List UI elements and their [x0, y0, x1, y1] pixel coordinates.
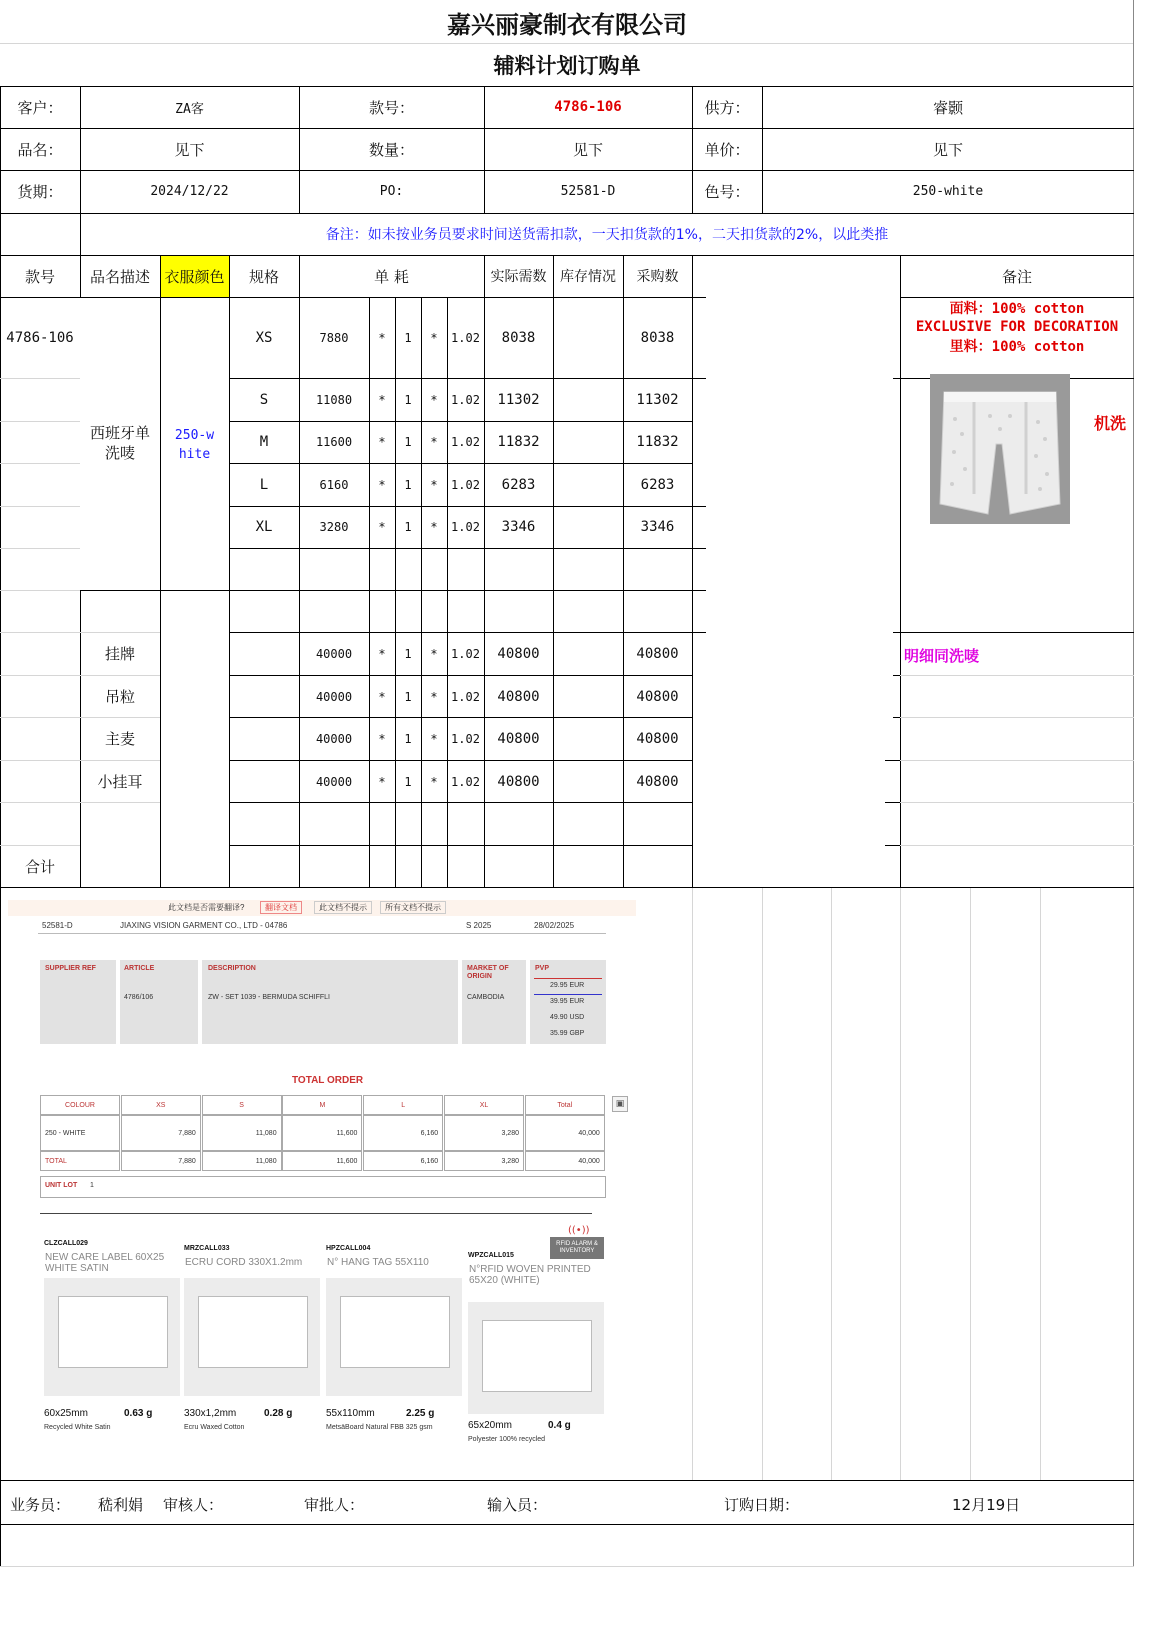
machine-wash-note: 机洗 [1093, 413, 1126, 433]
size-row-m: 1 [404, 477, 412, 492]
trim-row-x2: * [430, 689, 438, 704]
order-date-label: 订购日期： [724, 1496, 800, 1514]
trim-row-purchase: 40800 [636, 645, 679, 662]
size-row-qty: 11080 [315, 392, 353, 407]
pvp-eur-2: 39.95 EUR [550, 998, 585, 1005]
product-value: 见下 [174, 140, 205, 159]
doc-po: 52581-D [42, 921, 73, 930]
approver-label: 审批人： [304, 1496, 365, 1514]
article-label: ARTICLE [124, 965, 155, 972]
trim-row-m: 1 [404, 689, 412, 704]
size-row-x1: * [378, 477, 386, 492]
trim-description: 吊粒 [104, 688, 135, 706]
size-row-actual: 11302 [497, 391, 540, 408]
item-image [184, 1278, 320, 1396]
embedded-order-document [8, 900, 636, 1480]
order-row-cell: 11,600 [282, 1115, 362, 1151]
product-label: 品名： [17, 140, 63, 159]
item-material: Polyester 100% recycled [468, 1436, 546, 1443]
order-header-cell: M [282, 1095, 362, 1115]
pvp-eur-1: 29.95 EUR [550, 982, 585, 989]
col-description: 品名描述 [89, 267, 150, 286]
size-row-x1: * [378, 392, 386, 407]
color-label: 色号： [704, 183, 750, 201]
col-style-no: 款号 [24, 267, 55, 286]
order-total-cell: 6,160 [363, 1151, 443, 1171]
trim-row-m: 1 [404, 731, 412, 746]
size-cell: S [259, 391, 269, 408]
market-origin-label: MARKET OF ORIGIN [467, 965, 509, 980]
trim-row-actual: 40800 [497, 773, 540, 790]
supplier-ref-label: SUPPLIER REF [45, 965, 96, 972]
item-name: ECRU CORD 330X1.2mm [185, 1257, 303, 1268]
trim-row-x2: * [430, 731, 438, 746]
size-row-m: 1 [404, 392, 412, 407]
size-row-f: 1.02 [451, 392, 480, 407]
size-row-x1: * [378, 435, 386, 449]
size-row-f: 1.02 [451, 330, 480, 345]
trim-row-x1: * [378, 689, 386, 704]
order-total-cell: 40,000 [525, 1151, 605, 1171]
col-actual-need: 实际需数 [490, 269, 547, 285]
salesman-value: 嵇利娟 [98, 1496, 144, 1514]
item-material: Ecru Waxed Cotton [184, 1424, 245, 1431]
article-value: 4786/106 [124, 994, 154, 1001]
size-row-purchase: 8038 [640, 329, 675, 346]
item-code: WPZCALL015 [468, 1252, 514, 1259]
item-weight: 0.63 g [124, 1408, 153, 1419]
print-icon[interactable]: ▣ [612, 1096, 628, 1112]
item-image [44, 1278, 180, 1396]
garment-color-value: 250-white [174, 428, 215, 462]
trim-row-m: 1 [404, 646, 412, 661]
trim-row-x2: * [430, 646, 438, 661]
size-cell: XL [255, 519, 273, 535]
order-header-cell: S [202, 1095, 282, 1115]
order-total-cell: TOTAL [40, 1151, 120, 1171]
trim-description: 挂牌 [104, 645, 135, 663]
size-row-x2: * [430, 520, 438, 534]
col-garment-color: 衣服颜色 [164, 267, 225, 286]
trim-row-x2: * [430, 774, 438, 789]
pvp-label: PVP [535, 965, 550, 972]
total-order-title: TOTAL ORDER [292, 1075, 364, 1086]
size-row-m: 1 [404, 330, 412, 345]
size-cell: L [259, 476, 269, 493]
translate-button[interactable]: 翻译文档 [260, 901, 302, 914]
unit-lot-value: 1 [90, 1182, 94, 1189]
style-value: 4786-106 [554, 99, 622, 115]
pvp-usd: 49.90 USD [550, 1014, 585, 1021]
lining-composition: 里料：100% cotton [949, 339, 1085, 355]
fabric-composition: 面料：100% cotton [949, 301, 1085, 317]
trim-row-f: 1.02 [451, 774, 480, 789]
order-header-cell: L [363, 1095, 443, 1115]
detail-same-as-wash-label: 明细同洗唛 [904, 647, 980, 665]
customer-label: 客户： [17, 98, 63, 117]
item-material: Recycled White Satin [44, 1424, 111, 1431]
size-row-x2: * [430, 477, 438, 492]
salesman-label: 业务员： [10, 1496, 71, 1514]
size-row-actual: 6283 [501, 476, 536, 493]
wash-label-description: 西班牙单洗唛 [89, 424, 150, 462]
rfid-alarm-badge: RFID ALARM & INVENTORY [550, 1237, 604, 1259]
trim-row-x1: * [378, 731, 386, 746]
total-label: 合计 [24, 857, 55, 876]
col-purchase: 采购数 [636, 269, 679, 285]
size-row-qty: 7880 [319, 330, 349, 345]
exclusive-decoration-note: EXCLUSIVE FOR DECORATION [915, 319, 1119, 335]
trim-row-actual: 40800 [497, 688, 540, 705]
order-date-value: 12月19日 [952, 1496, 1021, 1514]
item-material: MetsäBoard Natural FBB 325 gsm [326, 1424, 433, 1431]
trim-row-actual: 40800 [497, 730, 540, 747]
item-weight: 0.28 g [264, 1408, 293, 1419]
size-row-actual: 3346 [501, 519, 536, 535]
quantity-value: 见下 [572, 140, 603, 159]
trim-row-f: 1.02 [451, 731, 480, 746]
doc-vendor: JIAXING VISION GARMENT CO., LTD - 04786 [120, 921, 288, 930]
order-row-cell: 3,280 [444, 1115, 524, 1151]
size-row-qty: 6160 [319, 477, 349, 492]
style-label: 款号： [368, 98, 414, 117]
trim-description: 小挂耳 [97, 773, 143, 791]
size-cell: XS [255, 329, 273, 346]
document-title: 辅料计划订购单 [493, 53, 641, 78]
size-row-x2: * [430, 330, 438, 345]
order-total-cell: 11,080 [202, 1151, 282, 1171]
item-name: NEW CARE LABEL 60X25 WHITE SATIN [45, 1252, 165, 1274]
size-row-x1: * [378, 330, 386, 345]
item-image [468, 1302, 604, 1414]
item-code: CLZCALL029 [44, 1240, 88, 1247]
translate-prompt: 此文档是否需要翻译? [168, 903, 245, 912]
order-row-cell: 40,000 [525, 1115, 605, 1151]
item-weight: 0.4 g [548, 1420, 571, 1431]
quantity-label: 数量： [368, 140, 414, 159]
item-weight: 2.25 g [406, 1408, 435, 1419]
item-size: 55x110mm [326, 1408, 375, 1419]
description-label: DESCRIPTION [208, 965, 256, 972]
total-order-table [40, 1095, 606, 1171]
trim-row-qty: 40000 [315, 689, 353, 704]
supplier-label: 供方： [704, 98, 750, 117]
po-label: PO: [379, 184, 404, 199]
unit-price-label: 单价： [704, 140, 750, 159]
dont-prompt-this-button[interactable]: 此文档不提示 [314, 901, 372, 914]
size-row-qty: 11600 [315, 435, 353, 449]
size-row-actual: 8038 [501, 329, 536, 346]
item-size: 65x20mm [468, 1420, 512, 1431]
item-name: N°RFID WOVEN PRINTED 65X20 (WHITE) [469, 1264, 591, 1286]
size-cell: M [259, 434, 269, 450]
size-row-m: 1 [404, 520, 412, 534]
unit-price-value: 见下 [932, 140, 963, 159]
item-image [326, 1278, 462, 1396]
unit-lot-label: UNIT LOT [45, 1182, 78, 1189]
size-row-qty: 3280 [319, 520, 349, 534]
trim-row-actual: 40800 [497, 645, 540, 662]
order-total-cell: 3,280 [444, 1151, 524, 1171]
item-size: 330x1,2mm [184, 1408, 237, 1419]
doc-season: S 2025 [466, 921, 492, 930]
delivery-value: 2024/12/22 [150, 184, 229, 199]
size-row-x2: * [430, 392, 438, 407]
reviewer-label: 审核人： [163, 1496, 224, 1514]
col-size: 规格 [248, 267, 279, 286]
order-header-cell: XL [444, 1095, 524, 1115]
trim-row-qty: 40000 [315, 774, 353, 789]
size-row-f: 1.02 [451, 477, 480, 492]
trim-row-purchase: 40800 [636, 688, 679, 705]
order-header-cell: XS [121, 1095, 201, 1115]
entry-clerk-label: 输入员： [487, 1496, 548, 1514]
market-origin-value: CAMBODIA [467, 994, 505, 1001]
doc-date: 28/02/2025 [534, 921, 575, 930]
delivery-label: 货期： [17, 183, 63, 201]
size-row-actual: 11832 [497, 434, 540, 450]
trim-description: 主麦 [104, 730, 135, 748]
supplier-value: 睿颢 [932, 98, 963, 117]
dont-prompt-all-button[interactable]: 所有文档不提示 [380, 901, 446, 914]
trim-row-f: 1.02 [451, 689, 480, 704]
size-row-f: 1.02 [451, 520, 480, 534]
size-row-m: 1 [404, 435, 412, 449]
style-no-cell: 4786-106 [6, 329, 74, 346]
size-row-x2: * [430, 435, 438, 449]
color-value: 250-white [912, 184, 984, 199]
po-value: 52581-D [560, 184, 616, 199]
trim-row-x1: * [378, 646, 386, 661]
order-row-cell: 11,080 [202, 1115, 282, 1151]
order-row-cell: 6,160 [363, 1115, 443, 1151]
company-name: 嘉兴丽豪制衣有限公司 [447, 9, 687, 39]
trim-row-f: 1.02 [451, 646, 480, 661]
customer-value: ZA客 [175, 101, 204, 117]
delivery-penalty-note: 备注：如未按业务员要求时间送货需扣款，一天扣货款的1%，二天扣货款的2%，以此类推 [325, 227, 889, 243]
trim-row-qty: 40000 [315, 731, 353, 746]
item-size: 60x25mm [44, 1408, 88, 1419]
order-header-cell: Total [525, 1095, 605, 1115]
order-row-cell: 7,880 [121, 1115, 201, 1151]
size-row-purchase: 11832 [636, 434, 679, 450]
order-total-cell: 7,880 [121, 1151, 201, 1171]
col-stock: 库存情况 [560, 269, 616, 285]
shorts-photo [930, 374, 1070, 524]
col-consumption: 单 耗 [374, 267, 409, 286]
trim-row-purchase: 40800 [636, 730, 679, 747]
order-row-cell: 250 - WHITE [40, 1115, 120, 1151]
item-code: HPZCALL004 [326, 1245, 371, 1252]
trim-row-m: 1 [404, 774, 412, 789]
description-value: ZW - SET 1039 - BERMUDA SCHIFFLI [208, 994, 331, 1001]
pvp-gbp: 35.99 GBP [550, 1030, 585, 1037]
col-remark: 备注 [1001, 267, 1032, 286]
order-header-cell: COLOUR [40, 1095, 120, 1115]
item-name: N° HANG TAG 55X110 [327, 1257, 429, 1268]
size-row-purchase: 6283 [640, 476, 675, 493]
trim-row-x1: * [378, 774, 386, 789]
item-code: MRZCALL033 [184, 1245, 230, 1252]
trim-row-qty: 40000 [315, 646, 353, 661]
trim-row-purchase: 40800 [636, 773, 679, 790]
size-row-purchase: 3346 [640, 519, 675, 535]
rfid-signal-icon: ((•)) [568, 1225, 590, 1236]
size-row-purchase: 11302 [636, 391, 679, 408]
size-row-x1: * [378, 520, 386, 534]
order-total-cell: 11,600 [282, 1151, 362, 1171]
size-row-f: 1.02 [451, 435, 480, 449]
